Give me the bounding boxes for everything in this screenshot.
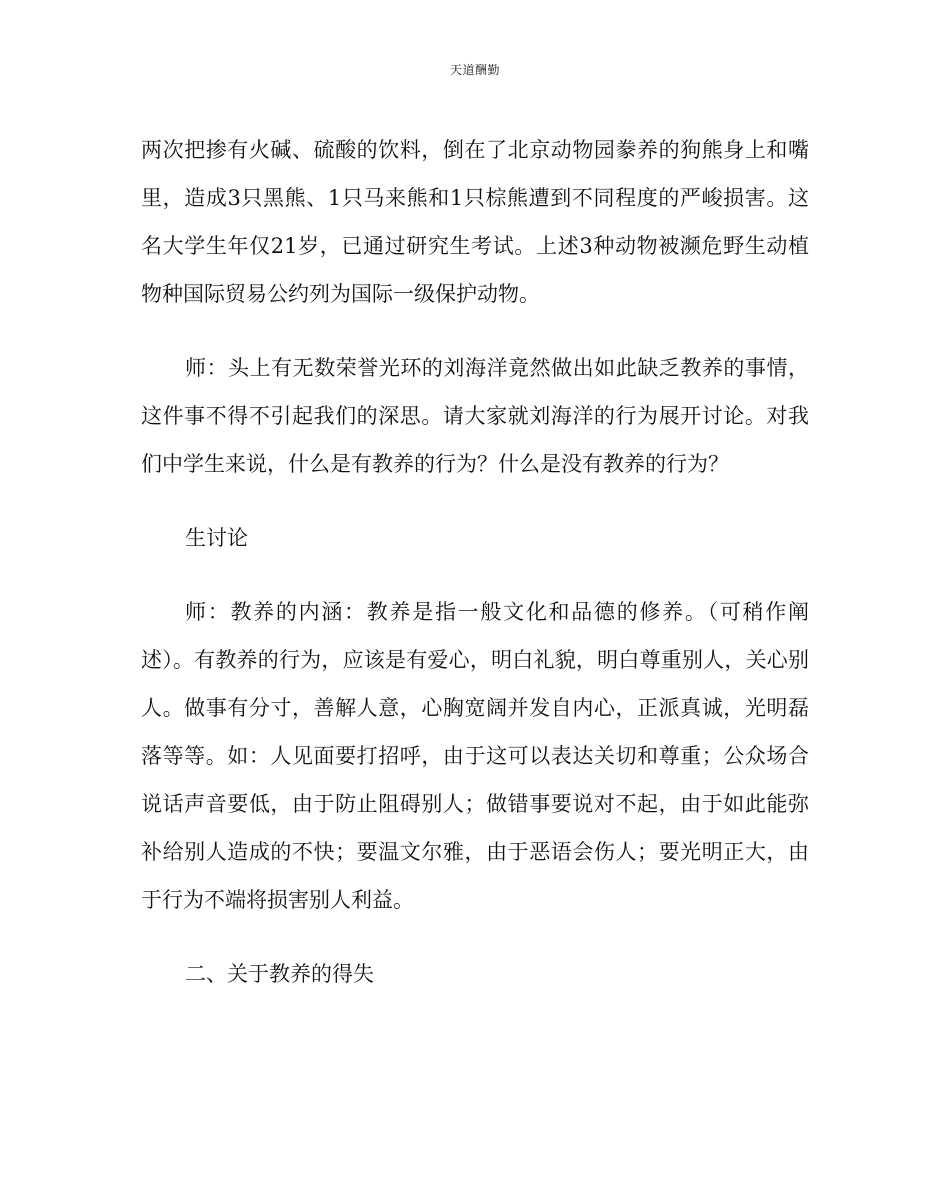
paragraph-gap xyxy=(141,488,809,514)
paragraph-gap xyxy=(141,924,809,950)
paragraph-student-discussion: 生讨论 xyxy=(185,526,248,550)
paragraph-teacher-question: 师：头上有无数荣誉光环的刘海洋竟然做出如此缺乏教养的事情，这件事不得不引起我们的深思。请大家就刘海洋的行为展开讨论。对我们中学生来说，什么是有教养的行为？什么是没有教养的行为？ xyxy=(141,356,809,476)
section-heading: 二、关于教养的得失 xyxy=(185,962,374,986)
page-header: 天道酬勤 xyxy=(449,63,500,77)
document-body xyxy=(141,126,809,998)
paragraph-continued: 两次把掺有火碱、硫酸的饮料，倒在了北京动物园豢养的狗熊身上和嘴里，造成3只黑熊、1只马来熊和1只棕熊遭到不同程度的严峻损害。这名大学生年仅21岁，已通过研究生考试。上述3种动物被濒危野生动植物种国际贸易公约列为国际一级保护动物。 xyxy=(141,138,809,306)
paragraph-teacher-explanation: 师：教养的内涵：教养是指一般文化和品德的修养。（可稍作阐述）。有教养的行为，应该是有爱心，明白礼貌，明白尊重别人，关心别人。做事有分寸，善解人意，心胸宽阔并发自内心，正派真诚，光明磊落等等。如：人见面要打招呼，由于这可以表达关切和尊重；公众场合说话声音要低，由于防止阻碍别人；做错事要说对不起，由于如此能弥补给别人造成的不快；要温文尔雅，由于恶语会伤人；要光明正大，由于行为不端将损害别人利益。 xyxy=(141,600,809,912)
paragraph-gap xyxy=(141,318,809,344)
paragraph-gap xyxy=(141,562,809,588)
